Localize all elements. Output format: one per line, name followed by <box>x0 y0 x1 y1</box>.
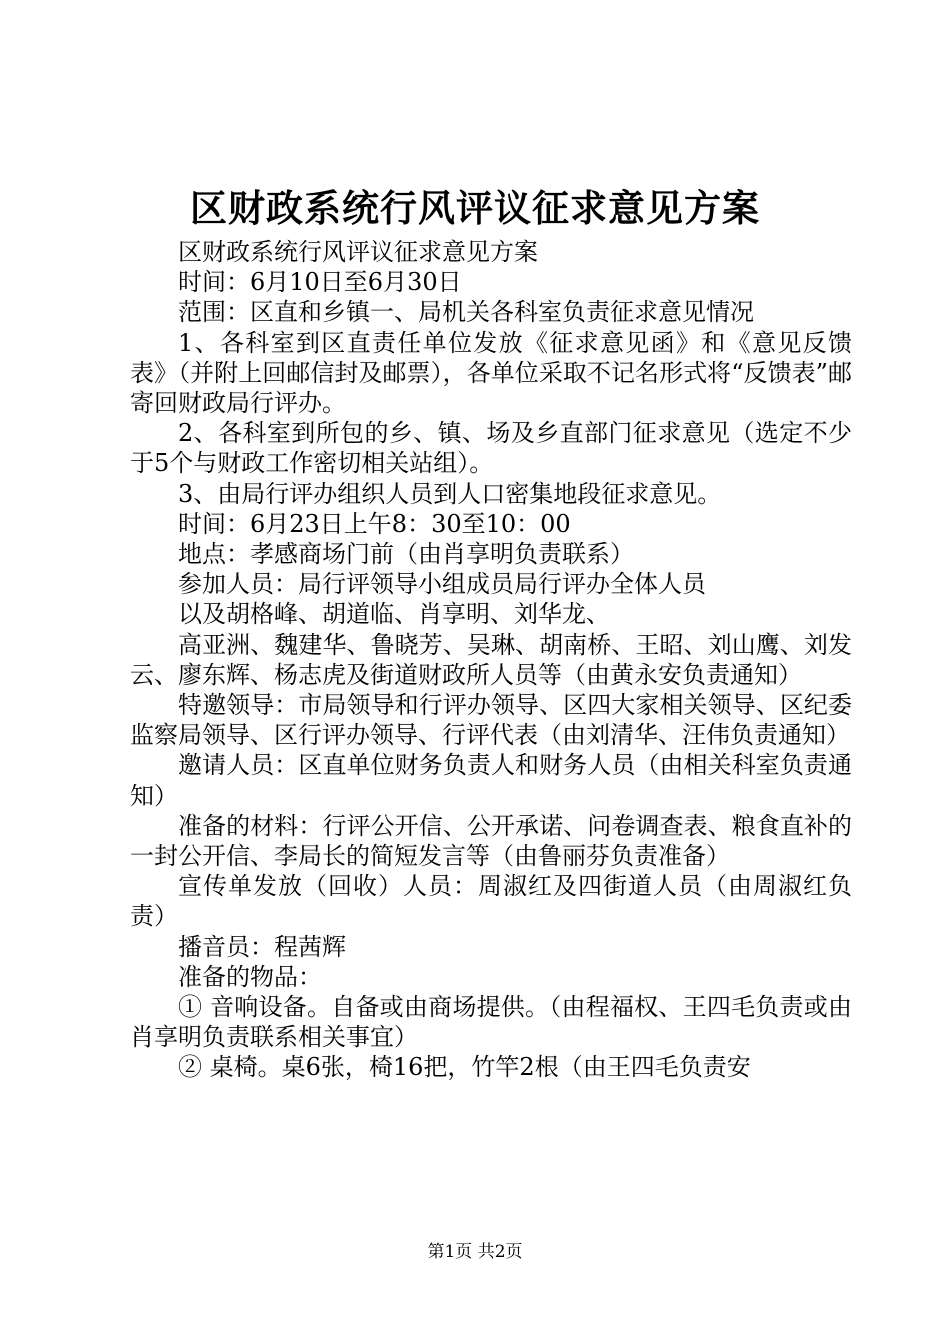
paragraph-item-2: 2、各科室到所包的乡、镇、场及乡直部门征求意见（选定不少于5个与财政工作密切相关站组）。 <box>130 419 852 478</box>
paragraph-items-heading: 准备的物品： <box>178 962 322 991</box>
paragraph-item-3: 3、由局行评办组织人员到人口密集地段征求意见。 <box>178 479 722 508</box>
document-body <box>130 237 852 1083</box>
paragraph-location: 地点：孝感商场门前（由肖享明负责联系） <box>178 540 634 569</box>
paragraph-announcer: 播音员：程茜辉 <box>178 932 346 961</box>
paragraph-participants-names-1: 以及胡格峰、胡道临、肖享明、刘华龙、 <box>178 600 610 629</box>
paragraph-scope: 范围：区直和乡镇一、局机关各科室负责征求意见情况 <box>178 298 754 327</box>
paragraph-item-furniture: ② 桌椅。桌6张，椅16把，竹竿2根（由王四毛负责安 <box>178 1053 751 1082</box>
paragraph-participants-names-2: 高亚洲、魏建华、鲁晓芳、吴琳、胡南桥、王昭、刘山鹰、刘发云、廖东辉、杨志虎及街道财政所人员等（由黄永安负责通知） <box>130 630 852 689</box>
paragraph-participants: 参加人员：局行评领导小组成员局行评办全体人员 <box>178 570 706 599</box>
paragraph-special-guests: 特邀领导：市局领导和行评办领导、区四大家相关领导、区纪委监察局领导、区行评办领导、行评代表（由刘清华、汪伟负责通知） <box>130 691 852 750</box>
paragraph-leaflet-staff: 宣传单发放（回收）人员：周淑红及四街道人员（由周淑红负责） <box>130 872 852 931</box>
paragraph-event-time: 时间：6月23日上午8：30至10：00 <box>178 509 571 538</box>
paragraph-item-1: 1、各科室到区直责任单位发放《征求意见函》和《意见反馈表》（并附上回邮信封及邮票），各单位采取不记名形式将“反馈表”邮寄回财政局行评办。 <box>130 328 852 418</box>
paragraph-invited: 邀请人员：区直单位财务负责人和财务人员（由相关科室负责通知） <box>130 751 852 810</box>
document-title: 区财政系统行风评议征求意见方案 <box>190 186 760 230</box>
paragraph-subtitle: 区财政系统行风评议征求意见方案 <box>178 238 538 266</box>
paragraph-item-audio: ① 音响设备。自备或由商场提供。（由程福权、王四毛负责或由肖享明负责联系相关事宜） <box>130 993 852 1052</box>
paragraph-materials: 准备的材料：行评公开信、公开承诺、问卷调查表、粮食直补的一封公开信、李局长的简短发言等（由鲁丽芬负责准备） <box>130 811 852 871</box>
paragraph-time-range: 时间：6月10日至6月30日 <box>178 268 462 297</box>
page-number-footer: 第1页 共2页 <box>427 1242 523 1262</box>
